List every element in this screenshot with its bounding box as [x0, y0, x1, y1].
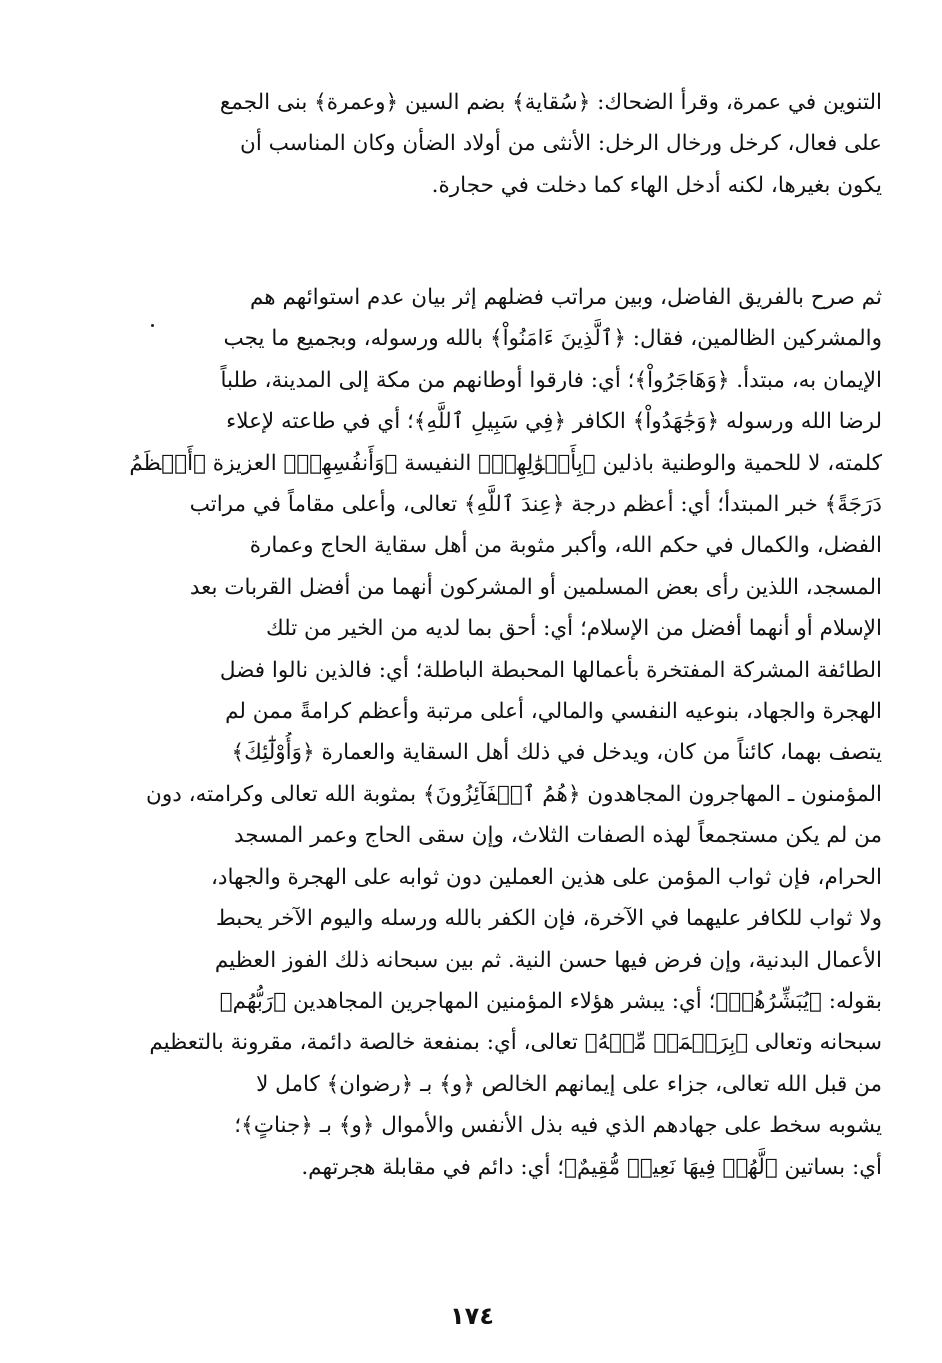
page-number: ١٧٤ [450, 1302, 494, 1330]
main-paragraph [62, 277, 882, 1188]
text-line: من لم يكن مستجمعاً لهذه الصفات الثلاث، وإن سقى الحاج وعمر المسجد [233, 823, 882, 849]
text-line: الأعمال البدنية، وإن فرض فيها حسن النية. ثم بين سبحانه ذلك الفوز العظيم [214, 947, 882, 973]
text-line: المسجد، اللذين رأى بعض المسلمين أو المشركون أنهما من أفضل القربات بعد [189, 574, 882, 600]
text-line: يشوبه سخط على جهادهم الذي فيه بذل الأنفس والأموال ﴿و﴾ بـ ﴿جناتٍ﴾؛ [234, 1113, 882, 1139]
text-line: من قبل الله تعالى، جزاء على إيمانهم الخالص ﴿و﴾ بـ ﴿رضوان﴾ كامل لا [256, 1071, 882, 1097]
text-line: الإيمان به، مبتدأ. ﴿وَهَاجَرُواْ﴾؛ أي: فارقوا أوطانهم من مكة إلى المدينة، طلباً [220, 367, 882, 393]
text-line: كلمته، لا للحمية والوطنية باذلين ﴿بِأَمۡوَٰلِهِمۡ﴾ النفيسة ﴿وَأَنفُسِهِمۡ﴾ العزيزة ﴿أَعۡظَمُ [129, 450, 882, 476]
text-line: بقوله: ﴿يُبَشِّرُهُمۡ﴾؛ أي: يبشر هؤلاء المؤمنين المهاجرين المجاهدين ﴿رَبُّهُم﴾ [219, 988, 882, 1014]
text-line: الفضل، والكمال في حكم الله، وأكبر مثوبة من أهل سقاية الحاج وعمارة [249, 533, 882, 559]
text-line: أي: بساتين ﴿لَّهُمۡ فِيهَا نَعِيمٞ مُّقِيمٌ﴾؛ أي: دائم في مقابلة هجرتهم. [301, 1154, 882, 1180]
text-line: على فعال، كرخل ورخال الرخل: الأنثى من أولاد الضأن وكان المناسب أن [240, 131, 882, 157]
text-line: سبحانه وتعالى ﴿بِرَحۡمَةٖ مِّنۡهُ﴾ تعالى، أي: بمنفعة خالصة دائمة، مقرونة بالتعظيم [149, 1030, 882, 1056]
text-line: التنوين في عمرة، وقرأ الضحاك: ﴿سُقاية﴾ بضم السين ﴿وعمرة﴾ بنى الجمع [219, 90, 882, 115]
text-line: يتصف بهما، كائناً من كان، ويدخل في ذلك أهل السقاية والعمارة ﴿وَأُوْلَٰٓئِكَ﴾ [231, 740, 882, 766]
text-line: الهجرة والجهاد، بنوعيه النفسي والمالي، أعلى مرتبة وأعظم كرامةً ممن لم [225, 699, 882, 725]
text-line: الإسلام أو أنهما أفضل من الإسلام؛ أي: أحق بما لديه من الخير من تلك [265, 616, 882, 642]
text-line: الطائفة المشركة المفتخرة بأعمالها المحبطة الباطلة؛ أي: فالذين نالوا فضل [219, 657, 882, 683]
text-line: يكون بغيرها، لكنه أدخل الهاء كما دخلت في حجارة. [431, 172, 882, 198]
text-line: الحرام، فإن ثواب المؤمن على هذين العملين دون ثوابه على الهجرة والجهاد، [210, 864, 882, 890]
text-line: لرضا الله ورسوله ﴿وَجَٰهَدُواْ﴾ الكافر ﴿فِي سَبِيلِ ٱللَّهِ﴾؛ أي في طاعته لإعلاء [226, 409, 882, 435]
book-page [62, 70, 882, 1350]
text-line: المؤمنون ـ المهاجرون المجاهدون ﴿هُمُ ٱلۡفَآئِزُونَ﴾ بمثوبة الله تعالى وكرامته، دون [146, 781, 882, 807]
text-line: ثم صرح بالفريق الفاضل، وبين مراتب فضلهم إثر بيان عدم استوائهم هم [249, 285, 882, 310]
text-line: دَرَجَةً﴾ خبر المبتدأ؛ أي: أعظم درجة ﴿عِندَ ٱللَّهِ﴾ تعالى، وأعلى مقاماً في مراتب [189, 492, 882, 518]
text-line: ولا ثواب للكافر عليهما في الآخرة، فإن الكفر بالله ورسله واليوم الآخر يحبط [215, 906, 882, 932]
top-paragraph [62, 82, 882, 206]
text-line: والمشركين الظالمين، فقال: ﴿ٱلَّذِينَ ءَامَنُواْ﴾ بالله ورسوله، وبجميع ما يجب [223, 326, 882, 352]
